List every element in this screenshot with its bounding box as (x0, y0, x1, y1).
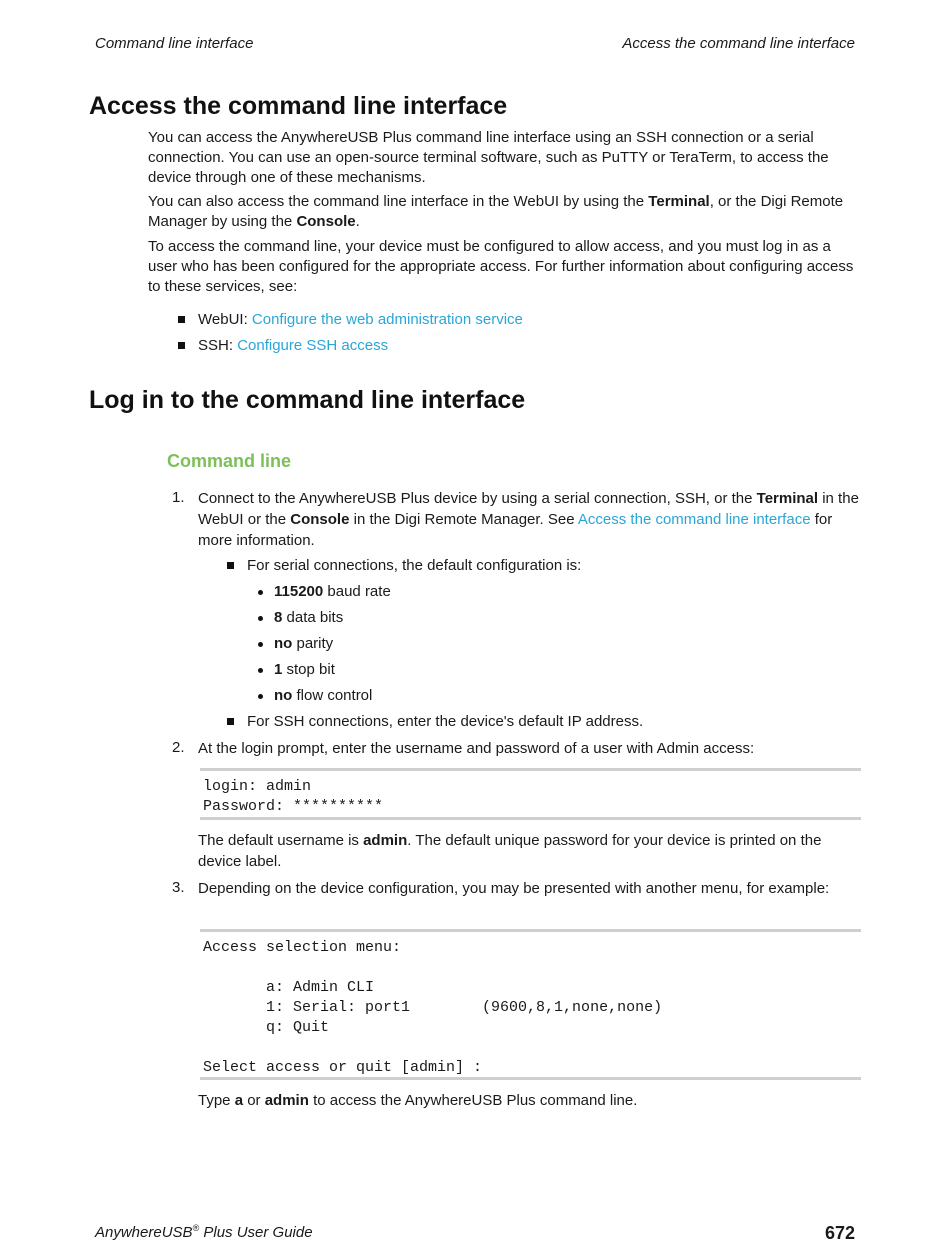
footer-guide-title: AnywhereUSB® Plus User Guide (95, 1223, 313, 1241)
step-number-2: 2. (172, 739, 185, 756)
list-item-data-bits: 8 data bits (274, 609, 344, 626)
list-item-ssh: SSH: Configure SSH access (198, 337, 389, 354)
link-configure-ssh[interactable]: Configure SSH access (237, 337, 389, 354)
code-block-login: login: admin Password: ********** (200, 768, 861, 820)
list-item-webui: WebUI: Configure the web administration service (198, 311, 523, 328)
list-item-ssh-connections: For SSH connections, enter the device's default IP address. (247, 713, 644, 730)
running-header-section: Access the command line interface (622, 35, 855, 52)
step-1-text: Connect to the AnywhereUSB Plus device by using a serial connection, SSH, or the Terminal in the WebUI or the Console in the Digi Remote Manager. See Access the command line interface for more information. (198, 490, 859, 549)
running-header-chapter: Command line interface (95, 35, 254, 52)
section-title-login: Log in to the command line interface (89, 386, 526, 414)
paragraph-webui-terminal: You can also access the command line interface in the WebUI by using the Terminal, or the Digi Remote Manager by using the Console. (148, 193, 844, 230)
step-3-text: Depending on the device configuration, you may be presented with another menu, for example: (198, 880, 830, 897)
step-number-1: 1. (172, 489, 185, 506)
page-number: 672 (824, 1223, 855, 1243)
link-access-cli[interactable]: Access the command line interface (577, 511, 811, 528)
list-item-flow-control: no flow control (274, 687, 373, 704)
code-block-access-menu: Access selection menu: a: Admin CLI 1: Serial: port1 (9600,8,1,none,none) q: Quit Select access or quit [admin] : (200, 929, 861, 1080)
section-title-access: Access the command line interface (89, 92, 508, 120)
paragraph-access-intro: You can access the AnywhereUSB Plus command line interface using an SSH connection or a serial connection. You can use an open-source terminal software, such as PuTTY or TeraTerm, to access the device through one of these mechanisms. (148, 129, 829, 186)
step-3-after-text: Type a or admin to access the AnywhereUSB Plus command line. (198, 1092, 638, 1109)
link-configure-web-admin[interactable]: Configure the web administration service (251, 311, 523, 328)
list-item-baud-rate: 115200 baud rate (274, 583, 391, 600)
step-2-text: At the login prompt, enter the username and password of a user with Admin access: (198, 740, 755, 757)
paragraph-access-requirements: To access the command line, your device must be configured to allow access, and you must log in as a user who has been configured for the appropriate access. For further information about configuring access to these services, see: (148, 238, 854, 295)
list-item-parity: no parity (274, 635, 334, 652)
step-number-3: 3. (172, 879, 185, 896)
step-2-default-password-note: The default username is admin. The default unique password for your device is printed on the device label. (198, 832, 822, 870)
list-item-stop-bit: 1 stop bit (274, 661, 335, 678)
subsection-title-command-line: Command line (167, 451, 292, 471)
list-item-serial-connections: For serial connections, the default configuration is: (247, 557, 582, 574)
